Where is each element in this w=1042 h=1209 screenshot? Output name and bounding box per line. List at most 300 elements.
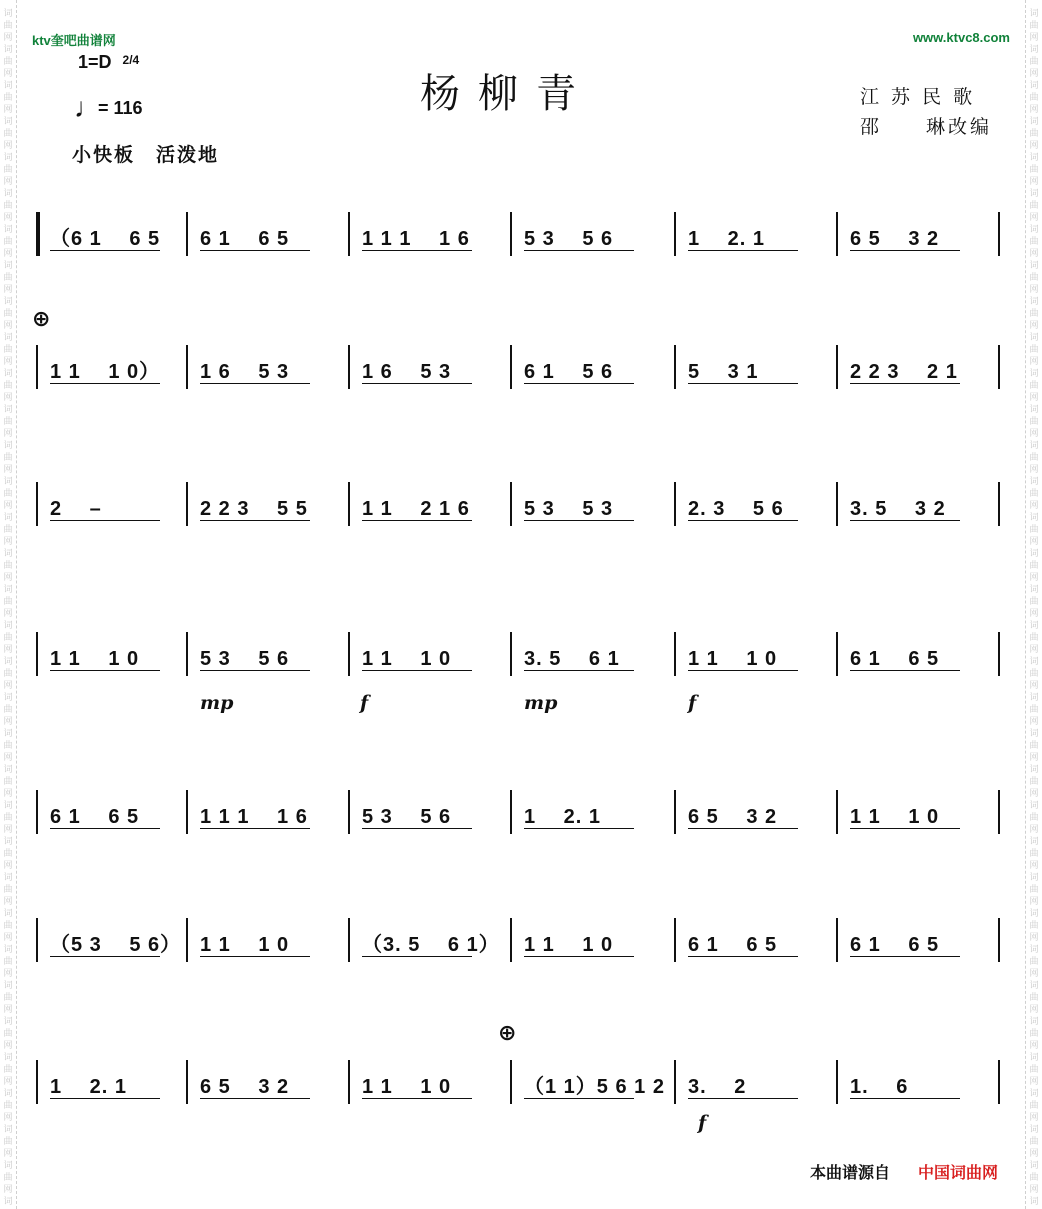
watermark-glyph: 网: [3, 1076, 13, 1086]
barline: [348, 790, 350, 834]
barline: [998, 482, 1000, 526]
beam-line: [524, 956, 634, 957]
page-title: 杨柳青: [420, 71, 594, 117]
beam-line: [524, 250, 634, 251]
watermark-glyph: 网: [1029, 716, 1039, 726]
beam-line: [362, 250, 472, 251]
watermark-glyph: 词: [1029, 1196, 1039, 1206]
barline: [186, 482, 188, 526]
left-watermark-strip: [0, 0, 17, 1209]
watermark-glyph: 词: [3, 728, 13, 738]
barline: [36, 1060, 38, 1104]
watermark-glyph: 词: [1029, 800, 1039, 810]
watermark-glyph: 网: [3, 68, 13, 78]
barline: [836, 918, 838, 962]
watermark-glyph: 网: [1029, 572, 1039, 582]
measure-notes: 2 2 3 2 1: [850, 361, 958, 383]
watermark-glyph: 网: [3, 572, 13, 582]
measure-notes: 6 1 5 6: [524, 361, 614, 383]
barline: [510, 212, 512, 256]
measure-notes: 1 1 1 0: [850, 806, 940, 828]
beam-line: [688, 956, 798, 957]
watermark-glyph: 曲: [3, 1172, 13, 1182]
barline: [674, 212, 676, 256]
barline: [186, 345, 188, 389]
watermark-glyph: 曲: [1029, 992, 1039, 1002]
watermark-glyph: 词: [1029, 1160, 1039, 1170]
beam-line: [688, 250, 798, 251]
watermark-glyph: 网: [1029, 104, 1039, 114]
watermark-glyph: 网: [1029, 500, 1039, 510]
watermark-glyph: 曲: [1029, 1100, 1039, 1110]
beam-line: [688, 1098, 798, 1099]
beam-line: [524, 520, 634, 521]
site-link-right[interactable]: www.ktvc8.com: [912, 30, 1010, 45]
watermark-glyph: 曲: [1029, 920, 1039, 930]
barline: [674, 790, 676, 834]
watermark-glyph: 网: [1029, 140, 1039, 150]
watermark-glyph: 曲: [3, 452, 13, 462]
barline: [674, 482, 676, 526]
watermark-glyph: 词: [1029, 80, 1039, 90]
beam-line: [362, 828, 472, 829]
watermark-glyph: 网: [3, 284, 13, 294]
watermark-glyph: 网: [3, 212, 13, 222]
watermark-glyph: 词: [1029, 584, 1039, 594]
watermark-glyph: 词: [3, 800, 13, 810]
watermark-glyph: 曲: [3, 812, 13, 822]
site-link-left[interactable]: ktv奎吧曲谱网: [32, 33, 116, 48]
beam-line: [850, 520, 960, 521]
watermark-glyph: 曲: [1029, 1064, 1039, 1074]
watermark-glyph: 词: [3, 188, 13, 198]
measure-notes: 1 1 1 0: [50, 648, 140, 670]
watermark-glyph: 曲: [1029, 416, 1039, 426]
watermark-glyph: 曲: [1029, 20, 1039, 30]
measure-notes: 3. 5 6 1: [524, 648, 620, 670]
barline: [674, 918, 676, 962]
dynamic-marking: f: [698, 1112, 707, 1134]
measure-notes: 1 1 1 0: [362, 1076, 452, 1098]
watermark-glyph: 词: [1029, 8, 1039, 18]
beam-line: [362, 520, 472, 521]
watermark-glyph: 词: [3, 1124, 13, 1134]
watermark-glyph: 曲: [3, 488, 13, 498]
watermark-glyph: 网: [1029, 284, 1039, 294]
dynamic-marking: f: [360, 692, 369, 714]
watermark-glyph: 曲: [3, 56, 13, 66]
measure-notes: 2. 3 5 6: [688, 498, 784, 520]
beam-line: [688, 383, 798, 384]
watermark-glyph: 网: [1029, 644, 1039, 654]
measure-notes: 1. 6: [850, 1076, 909, 1098]
watermark-glyph: 网: [3, 608, 13, 618]
watermark-glyph: 词: [1029, 188, 1039, 198]
beam-line: [200, 1098, 310, 1099]
barline: [836, 790, 838, 834]
watermark-glyph: 曲: [1029, 524, 1039, 534]
watermark-glyph: 网: [3, 896, 13, 906]
watermark-glyph: 词: [1029, 116, 1039, 126]
barline: [186, 918, 188, 962]
watermark-glyph: 曲: [3, 416, 13, 426]
watermark-glyph: 网: [3, 536, 13, 546]
watermark-glyph: 词: [3, 872, 13, 882]
watermark-glyph: 词: [3, 908, 13, 918]
watermark-glyph: 词: [1029, 836, 1039, 846]
beam-line: [850, 956, 960, 957]
watermark-glyph: 曲: [1029, 812, 1039, 822]
watermark-glyph: 词: [3, 1052, 13, 1062]
watermark-glyph: 曲: [3, 884, 13, 894]
watermark-glyph: 网: [3, 824, 13, 834]
beam-line: [200, 956, 310, 957]
measure-notes: 1 1 1 0: [362, 648, 452, 670]
footer-site-link[interactable]: 中国词曲网: [918, 1165, 999, 1182]
watermark-glyph: 网: [3, 860, 13, 870]
watermark-glyph: 词: [1029, 656, 1039, 666]
watermark-glyph: 曲: [3, 596, 13, 606]
measure-notes: 1 1 1 0: [688, 648, 778, 670]
watermark-glyph: 网: [1029, 1184, 1039, 1194]
watermark-glyph: 曲: [3, 1028, 13, 1038]
beam-line: [362, 670, 472, 671]
measure-notes: 6 1 6 5: [850, 934, 940, 956]
watermark-glyph: 曲: [1029, 884, 1039, 894]
watermark-glyph: 词: [3, 224, 13, 234]
watermark-glyph: 网: [1029, 356, 1039, 366]
barline: [998, 212, 1000, 256]
barline: [186, 212, 188, 256]
watermark-glyph: 曲: [1029, 560, 1039, 570]
watermark-glyph: 曲: [3, 776, 13, 786]
watermark-glyph: 网: [3, 968, 13, 978]
beam-line: [50, 520, 160, 521]
watermark-glyph: 词: [1029, 1016, 1039, 1026]
measure-notes: 6 1 6 5: [688, 934, 778, 956]
measure-notes: 5 3 1: [688, 361, 759, 383]
tempo-value: = 116: [98, 98, 143, 118]
barline: [510, 1060, 512, 1104]
watermark-glyph: 词: [3, 656, 13, 666]
measure-notes: 1 6 5 3: [200, 361, 290, 383]
watermark-glyph: 词: [3, 44, 13, 54]
watermark-glyph: 曲: [3, 272, 13, 282]
watermark-glyph: 曲: [3, 992, 13, 1002]
watermark-glyph: 网: [1029, 896, 1039, 906]
beam-line: [362, 383, 472, 384]
measure-notes: 1 6 5 3: [362, 361, 452, 383]
arranger-credit: 邵 琳改编: [860, 116, 993, 138]
beam-line: [688, 670, 798, 671]
measure-notes: 3. 2: [688, 1076, 747, 1098]
measure-notes: 1 1 1 1 6: [200, 806, 308, 828]
score-system: [36, 632, 1004, 692]
barline: [36, 790, 38, 834]
watermark-glyph: 网: [1029, 1076, 1039, 1086]
watermark-glyph: 网: [3, 932, 13, 942]
beam-line: [524, 383, 634, 384]
watermark-glyph: 网: [3, 356, 13, 366]
barline: [998, 790, 1000, 834]
measure-notes: （1 1）5 6 1 2: [524, 1076, 665, 1098]
watermark-glyph: 曲: [1029, 596, 1039, 606]
watermark-glyph: 词: [1029, 728, 1039, 738]
watermark-glyph: 词: [3, 836, 13, 846]
watermark-glyph: 曲: [3, 380, 13, 390]
watermark-glyph: 词: [3, 296, 13, 306]
beam-line: [200, 828, 310, 829]
barline: [836, 482, 838, 526]
watermark-glyph: 网: [1029, 176, 1039, 186]
barline: [510, 345, 512, 389]
beam-line: [524, 1098, 634, 1099]
beam-line: [850, 1098, 960, 1099]
watermark-glyph: 曲: [3, 1100, 13, 1110]
watermark-glyph: 曲: [3, 956, 13, 966]
watermark-glyph: 网: [1029, 788, 1039, 798]
watermark-glyph: 网: [1029, 428, 1039, 438]
watermark-glyph: 网: [3, 104, 13, 114]
watermark-glyph: 网: [1029, 212, 1039, 222]
watermark-glyph: 网: [1029, 824, 1039, 834]
beam-line: [850, 250, 960, 251]
watermark-glyph: 词: [1029, 1052, 1039, 1062]
barline: [510, 632, 512, 676]
watermark-glyph: 曲: [1029, 164, 1039, 174]
watermark-glyph: 网: [1029, 392, 1039, 402]
watermark-glyph: 词: [1029, 332, 1039, 342]
beam-line: [850, 828, 960, 829]
beam-line: [362, 1098, 472, 1099]
measure-notes: 1 2. 1: [524, 806, 602, 828]
watermark-glyph: 词: [1029, 764, 1039, 774]
coda-icon: ⊕: [32, 306, 51, 331]
barline: [510, 790, 512, 834]
watermark-glyph: 词: [1029, 152, 1039, 162]
watermark-glyph: 曲: [1029, 236, 1039, 246]
measure-notes: 5 3 5 3: [524, 498, 614, 520]
watermark-glyph: 曲: [3, 632, 13, 642]
watermark-glyph: 曲: [3, 560, 13, 570]
watermark-glyph: 词: [1029, 476, 1039, 486]
watermark-glyph: 网: [1029, 32, 1039, 42]
measure-notes: 5 3 5 6: [524, 228, 614, 250]
watermark-glyph: 网: [3, 140, 13, 150]
key-signature: [78, 52, 139, 73]
barline: [836, 345, 838, 389]
measure-notes: 6 5 3 2: [850, 228, 940, 250]
watermark-glyph: 曲: [1029, 704, 1039, 714]
barline: [348, 632, 350, 676]
watermark-glyph: 词: [3, 1196, 13, 1206]
watermark-glyph: 曲: [3, 308, 13, 318]
barline: [348, 482, 350, 526]
watermark-glyph: 网: [3, 428, 13, 438]
measure-notes: （5 3 5 6）: [50, 934, 182, 956]
barline: [36, 345, 38, 389]
watermark-glyph: 曲: [3, 20, 13, 30]
watermark-glyph: 网: [1029, 1040, 1039, 1050]
beam-line: [50, 1098, 160, 1099]
tempo-text: 小快板 活泼地: [72, 145, 220, 166]
score-system: [36, 918, 1004, 978]
watermark-glyph: 词: [3, 548, 13, 558]
watermark-glyph: 词: [3, 404, 13, 414]
watermark-glyph: 网: [3, 1040, 13, 1050]
score-system: [36, 1060, 1004, 1120]
watermark-glyph: 网: [3, 464, 13, 474]
barline: [998, 345, 1000, 389]
measure-notes: 3. 5 3 2: [850, 498, 946, 520]
watermark-glyph: 词: [1029, 620, 1039, 630]
beam-line: [50, 956, 160, 957]
watermark-glyph: 网: [3, 1148, 13, 1158]
barline: [36, 482, 38, 526]
barline: [836, 1060, 838, 1104]
watermark-glyph: 曲: [1029, 956, 1039, 966]
barline: [510, 482, 512, 526]
measure-notes: 1 1 1 0: [524, 934, 614, 956]
barline: [998, 1060, 1000, 1104]
barline: [186, 632, 188, 676]
barline: [348, 212, 350, 256]
watermark-glyph: 曲: [1029, 380, 1039, 390]
key-value: 1=D: [78, 52, 112, 72]
barline: [836, 632, 838, 676]
barline: [674, 1060, 676, 1104]
coda-icon: ⊕: [498, 1020, 517, 1045]
watermark-glyph: 网: [3, 788, 13, 798]
watermark-glyph: 词: [3, 332, 13, 342]
watermark-glyph: 曲: [1029, 668, 1039, 678]
watermark-glyph: 词: [3, 1016, 13, 1026]
measure-notes: 5 3 5 6: [362, 806, 452, 828]
barline: [36, 212, 40, 256]
beam-line: [50, 250, 160, 251]
watermark-glyph: 词: [1029, 548, 1039, 558]
dynamic-marking: f: [688, 692, 697, 714]
beam-line: [688, 520, 798, 521]
watermark-glyph: 曲: [1029, 308, 1039, 318]
beam-line: [50, 828, 160, 829]
watermark-glyph: 曲: [1029, 344, 1039, 354]
watermark-glyph: 词: [3, 1160, 13, 1170]
watermark-glyph: 词: [1029, 512, 1039, 522]
barline: [836, 212, 838, 256]
measure-notes: 1 1 1 0: [200, 934, 290, 956]
watermark-glyph: 词: [1029, 296, 1039, 306]
dynamic-marking: mp: [524, 692, 558, 714]
watermark-glyph: 曲: [3, 344, 13, 354]
measure-notes: 2 –: [50, 498, 102, 520]
watermark-glyph: 网: [1029, 320, 1039, 330]
barline: [186, 1060, 188, 1104]
watermark-glyph: 曲: [3, 524, 13, 534]
watermark-glyph: 词: [3, 8, 13, 18]
watermark-glyph: 网: [3, 1184, 13, 1194]
watermark-glyph: 网: [3, 716, 13, 726]
watermark-glyph: 词: [3, 440, 13, 450]
measure-notes: 2 2 3 5 5: [200, 498, 308, 520]
watermark-glyph: 网: [3, 32, 13, 42]
watermark-glyph: 词: [3, 260, 13, 270]
score-system: [36, 212, 1004, 272]
watermark-glyph: 词: [1029, 404, 1039, 414]
watermark-glyph: 曲: [1029, 1028, 1039, 1038]
watermark-glyph: 词: [3, 512, 13, 522]
barline: [348, 918, 350, 962]
watermark-glyph: 词: [1029, 1124, 1039, 1134]
quarter-note-icon: ♩: [74, 92, 102, 123]
beam-line: [200, 250, 310, 251]
beam-line: [200, 383, 310, 384]
watermark-glyph: 网: [3, 500, 13, 510]
watermark-glyph: 网: [3, 644, 13, 654]
watermark-glyph: 曲: [1029, 488, 1039, 498]
watermark-glyph: 词: [3, 944, 13, 954]
watermark-glyph: 网: [3, 176, 13, 186]
barline: [998, 918, 1000, 962]
watermark-glyph: 曲: [3, 740, 13, 750]
watermark-glyph: 曲: [3, 200, 13, 210]
measure-notes: 6 1 6 5: [850, 648, 940, 670]
beam-line: [362, 956, 472, 957]
beam-line: [524, 670, 634, 671]
watermark-glyph: 曲: [3, 1136, 13, 1146]
beam-line: [850, 383, 960, 384]
watermark-glyph: 词: [1029, 224, 1039, 234]
watermark-glyph: 网: [1029, 860, 1039, 870]
watermark-glyph: 网: [1029, 536, 1039, 546]
watermark-glyph: 网: [3, 248, 13, 258]
beam-line: [688, 828, 798, 829]
measure-notes: 6 1 6 5: [200, 228, 290, 250]
beam-line: [524, 828, 634, 829]
watermark-glyph: 曲: [1029, 740, 1039, 750]
watermark-glyph: 网: [1029, 68, 1039, 78]
watermark-glyph: 词: [1029, 1088, 1039, 1098]
score-system: [36, 482, 1004, 542]
watermark-glyph: 曲: [3, 704, 13, 714]
watermark-glyph: 网: [1029, 752, 1039, 762]
watermark-glyph: 曲: [1029, 776, 1039, 786]
watermark-glyph: 网: [3, 1112, 13, 1122]
watermark-glyph: 曲: [3, 92, 13, 102]
measure-notes: （6 1 6 5: [50, 228, 161, 250]
watermark-glyph: 词: [1029, 440, 1039, 450]
watermark-glyph: 曲: [3, 164, 13, 174]
watermark-glyph: 词: [1029, 908, 1039, 918]
barline: [510, 918, 512, 962]
watermark-glyph: 网: [1029, 1148, 1039, 1158]
measure-notes: 1 2. 1: [50, 1076, 128, 1098]
watermark-glyph: 网: [1029, 248, 1039, 258]
origin-credit: 江 苏 民 歌: [860, 86, 976, 108]
watermark-glyph: 词: [3, 620, 13, 630]
watermark-glyph: 网: [3, 1004, 13, 1014]
watermark-glyph: 词: [3, 692, 13, 702]
watermark-glyph: 网: [1029, 608, 1039, 618]
beam-line: [850, 670, 960, 671]
barline: [36, 918, 38, 962]
watermark-glyph: 词: [1029, 260, 1039, 270]
measure-notes: 5 3 5 6: [200, 648, 290, 670]
watermark-glyph: 词: [1029, 944, 1039, 954]
watermark-glyph: 词: [3, 80, 13, 90]
watermark-glyph: 网: [3, 680, 13, 690]
watermark-glyph: 曲: [3, 920, 13, 930]
